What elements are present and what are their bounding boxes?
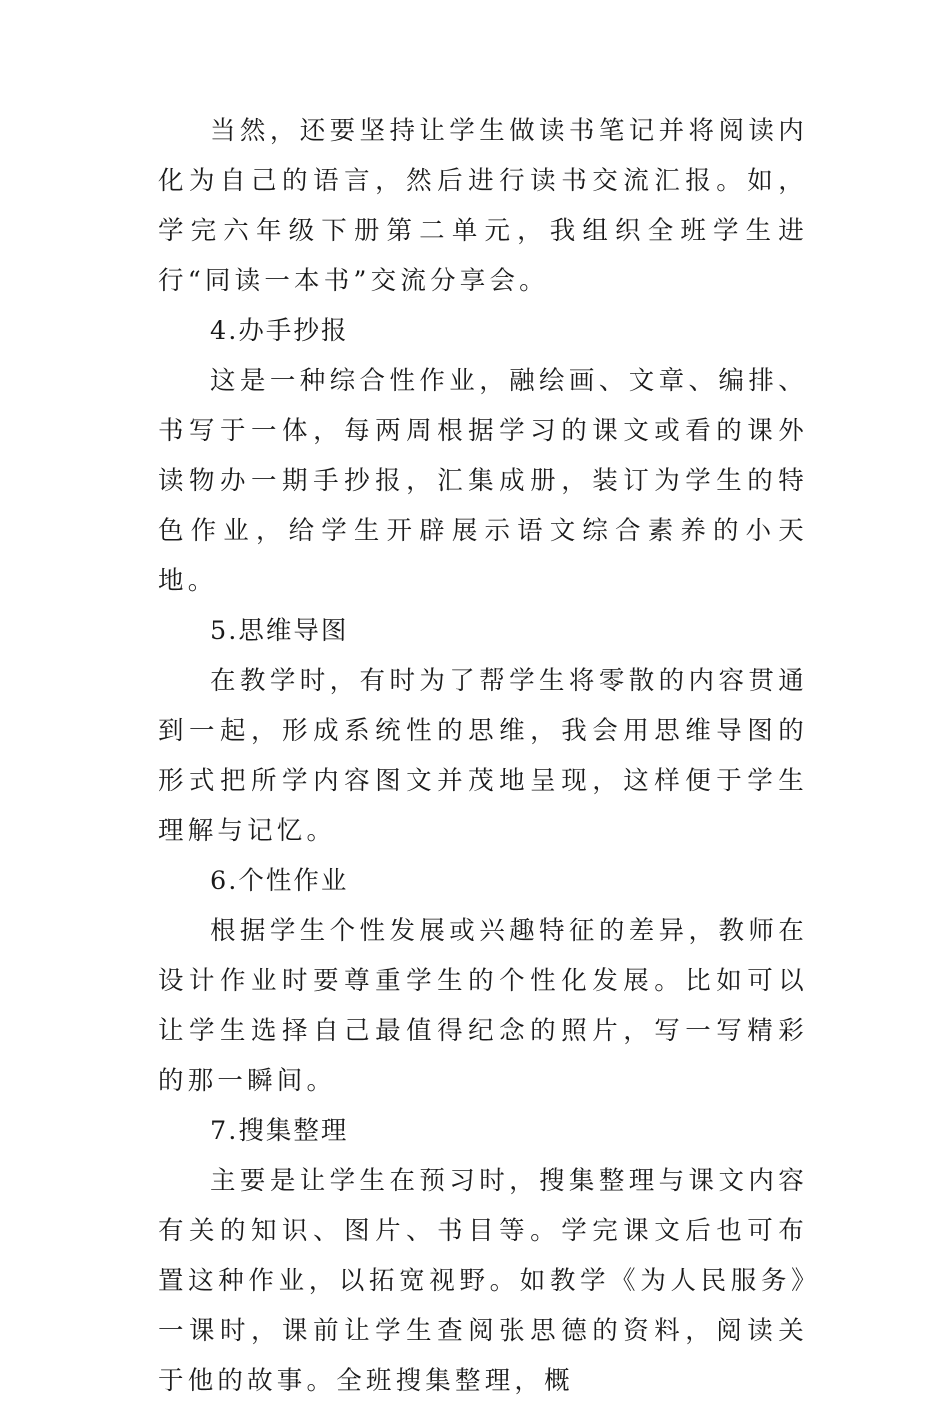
paragraph-mind-map: 在教学时，有时为了帮学生将零散的内容贯通到一起，形成系统性的思维，我会用思维导图的形式把所学内容图文并茂地呈现，这样便于学生理解与记忆。 [158, 666, 808, 846]
heading-collect-organize: 7.搜集整理 [210, 1116, 349, 1146]
heading-mind-map: 5.思维导图 [210, 616, 349, 646]
paragraph-handwritten-newspaper: 这是一种综合性作业，融绘画、文章、编排、书写于一体，每两周根据学习的课文或看的课外读物办一期手抄报，汇集成册，装订为学生的特色作业，给学生开辟展示语文综合素养的小天地。 [158, 366, 808, 596]
paragraph-personalized-homework: 根据学生个性发展或兴趣特征的差异，教师在设计作业时要尊重学生的个性化发展。比如可以让学生选择自己最值得纪念的照片，写一写精彩的那一瞬间。 [158, 916, 808, 1096]
paragraph-reading-notes: 当然，还要坚持让学生做读书笔记并将阅读内化为自己的语言，然后进行读书交流汇报。如，学完六年级下册第二单元，我组织全班学生进行“同读一本书”交流分享会。 [158, 116, 808, 296]
document-body [158, 106, 808, 1406]
heading-handwritten-newspaper: 4.办手抄报 [210, 316, 349, 346]
paragraph-collect-organize: 主要是让学生在预习时，搜集整理与课文内容有关的知识、图片、书目等。学完课文后也可布置这种作业，以拓宽视野。如教学《为人民服务》一课时，课前让学生查阅张思德的资料，阅读关于他的故事。全班搜集整理，概 [158, 1166, 808, 1396]
heading-personalized-homework: 6.个性作业 [210, 866, 349, 896]
